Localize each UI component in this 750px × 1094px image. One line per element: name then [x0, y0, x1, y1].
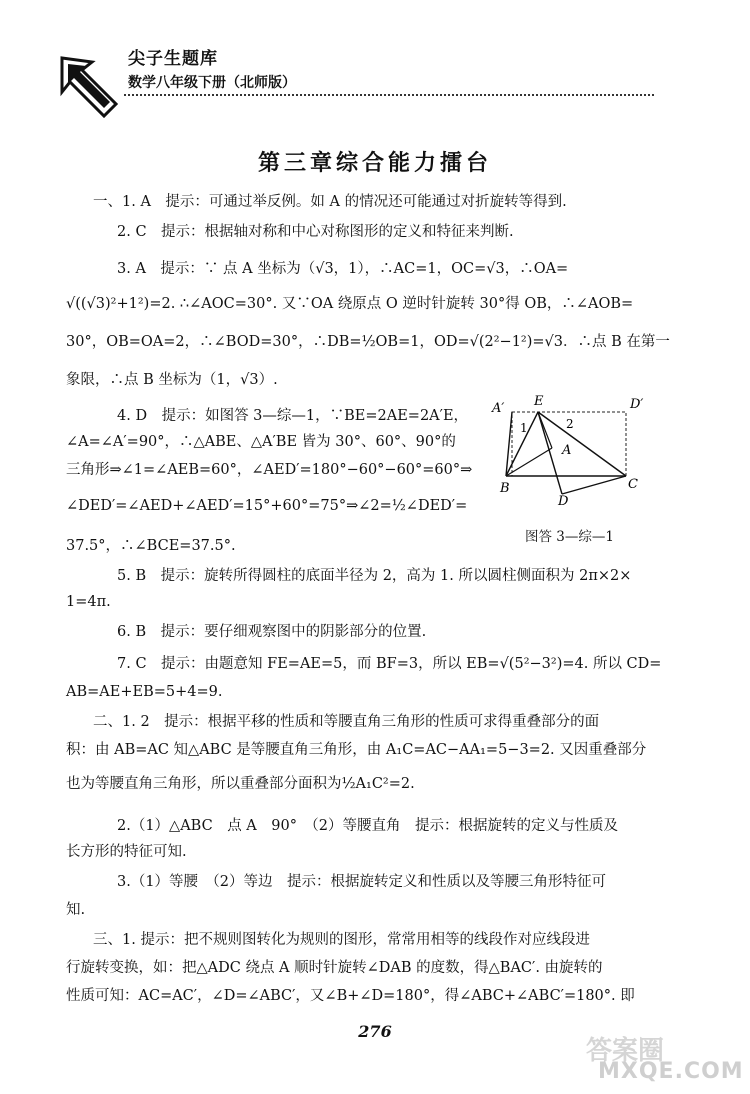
answer-line: 积：由 AB=AC 知△ABC 是等腰直角三角形，由 A₁C=AC−AA₁=5−3=2. 又因重叠部分	[66, 742, 647, 758]
answer-line: 长方形的特征可知.	[66, 844, 187, 860]
watermark-brand: 答案圈	[586, 1036, 665, 1066]
answer-line: 3. A 提示：∵ 点 A 坐标为（√3，1），∴AC=1，OC=√3，∴OA=	[117, 261, 569, 277]
answer-line: 三、1. 提示：把不规则图转化为规则的图形，常常用相等的线段作对应线段进	[93, 932, 590, 948]
answer-line: 30°，OB=OA=2，∴∠BOD=30°，∴DB=½OB=1，OD=√(2²−1²)=√3．∴点 B 在第一	[66, 334, 670, 350]
answer-line: 知.	[66, 902, 86, 918]
answer-line: 三角形⇒∠1=∠AEB=60°，∠AED′=180°−60°−60°=60°⇒	[66, 462, 473, 478]
answer-line: 6. B 提示：要仔细观察图中的阴影部分的位置.	[117, 624, 427, 640]
answer-line: 2. C 提示：根据轴对称和中心对称图形的定义和特征来判断.	[117, 224, 514, 240]
figure-label: D′	[630, 397, 644, 412]
figure-label: 1	[520, 421, 528, 435]
answer-line: 3.（1）等腰 （2）等边 提示：根据旋转定义和性质以及等腰三角形特征可	[117, 874, 607, 890]
header-dotted-rule	[124, 94, 654, 96]
answer-line: 2.（1）△ABC 点 A 90° （2）等腰直角 提示：根据旋转的定义与性质及	[117, 818, 618, 834]
geometry-figure	[490, 390, 650, 505]
answer-line: 37.5°，∴∠BCE=37.5°.	[66, 538, 236, 554]
arrow-logo-icon	[58, 54, 120, 118]
figure-label: E	[534, 394, 544, 409]
answer-line: 7. C 提示：由题意知 FE=AE=5，而 BF=3，所以 EB=√(5²−3²)=4. 所以 CD=	[117, 656, 662, 672]
figure-label: A′	[492, 401, 505, 416]
figure-label: D	[558, 494, 569, 505]
watermark	[584, 1030, 744, 1088]
figure-diagram	[490, 390, 650, 505]
answer-line: 4. D 提示：如图答 3—综—1，∵BE=2AE=2A′E，	[117, 408, 469, 424]
answer-line: √((√3)²+1²)=2. ∴∠AOC=30°. 又∵OA 绕原点 O 逆时针旋转 30°得 OB，∴∠AOB=	[66, 296, 634, 312]
answer-line: 二、1. 2 提示：根据平移的性质和等腰直角三角形的性质可求得重叠部分的面	[93, 714, 600, 730]
watermark-url: MXQE.COM	[598, 1059, 744, 1084]
page-number: 276	[358, 1022, 392, 1041]
answer-line: 象限，∴点 B 坐标为（1，√3）.	[66, 372, 278, 388]
book-subtitle: 数学八年级下册（北师版）	[128, 75, 296, 91]
figure-caption: 图答 3—综—1	[525, 529, 614, 545]
chapter-title: 第三章综合能力擂台	[257, 150, 492, 176]
figure-label: C	[628, 477, 638, 492]
answer-line: ∠DED′=∠AED+∠AED′=15°+60°=75°⇒∠2=½∠DED′=	[66, 498, 468, 514]
answer-line: 一、1. A 提示：可通过举反例。如 A 的情况还可能通过对折旋转等得到.	[93, 194, 567, 210]
answer-line: 1=4π.	[66, 594, 111, 610]
page-header	[58, 36, 658, 116]
answer-line: 也为等腰直角三角形，所以重叠部分面积为½A₁C²=2.	[66, 776, 415, 792]
answer-line: 5. B 提示：旋转所得圆柱的底面半径为 2，高为 1. 所以圆柱侧面积为 2π×2×	[117, 568, 632, 584]
answer-line: 性质可知：AC=AC′，∠D=∠ABC′，又∠B+∠D=180°，得∠ABC+∠ABC′=180°. 即	[66, 988, 635, 1004]
answer-line: AB=AE+EB=5+4=9.	[66, 684, 223, 700]
figure-label: B	[500, 481, 510, 496]
answer-line: 行旋转变换，如：把△ADC 绕点 A 顺时针旋转∠DAB 的度数，得△BAC′. 由旋转的	[66, 960, 603, 976]
figure-label: A	[562, 443, 572, 458]
figure-label: 2	[566, 417, 574, 431]
answer-line: ∠A=∠A′=90°，∴△ABE、△A′BE 皆为 30°、60°、90°的	[66, 434, 456, 450]
book-series-title: 尖子生题库	[128, 49, 218, 69]
